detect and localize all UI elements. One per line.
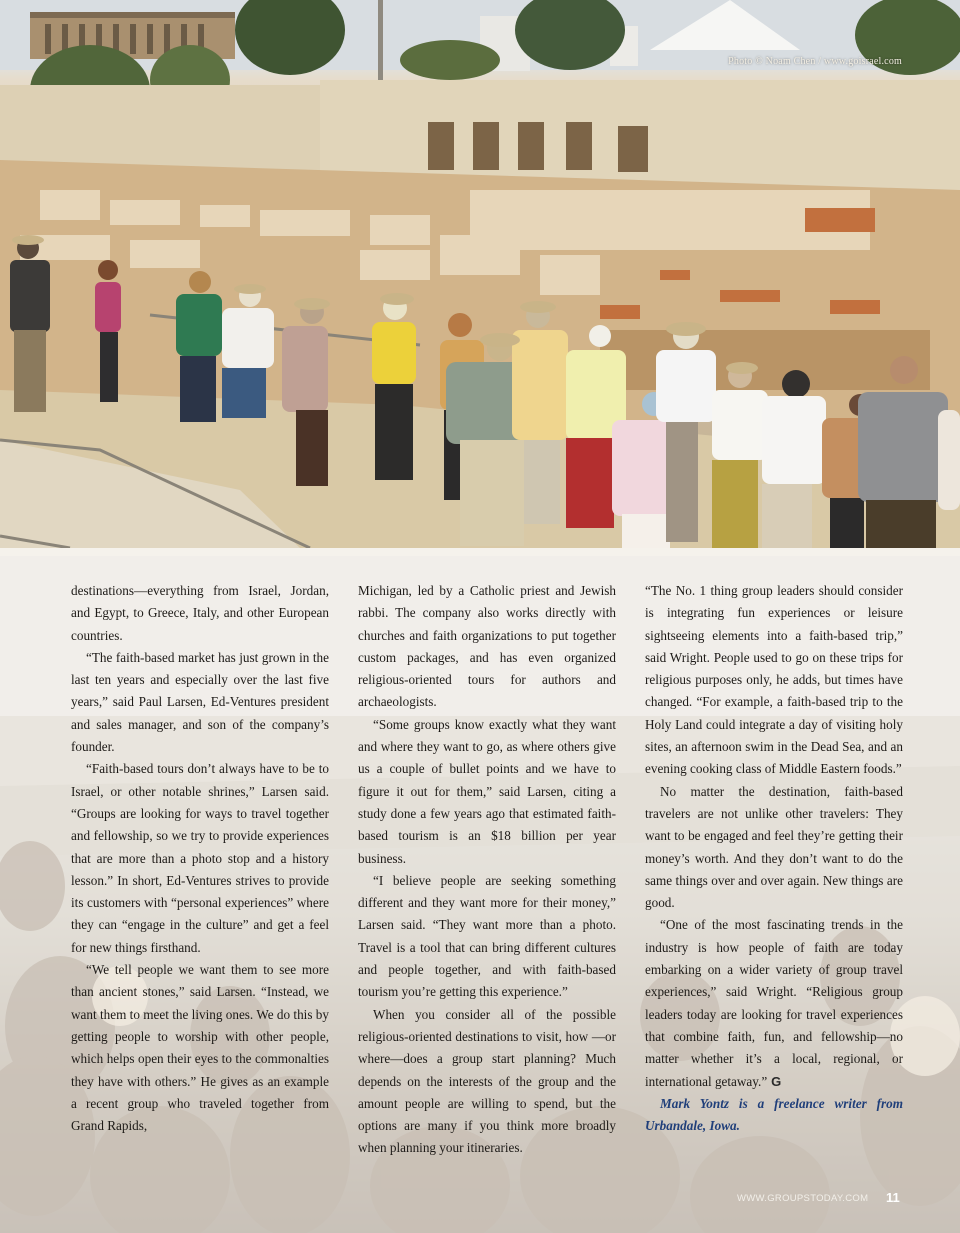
- paragraph: When you consider all of the possible religious-oriented destinations to visit, how —or where—does a group start planning? Much depends on the interests of the group and the amount people are willing to spend, but the options are many if you think more broadly when planning your itineraries.: [358, 1006, 616, 1156]
- paragraph-final: [645, 914, 903, 1092]
- photo-divider: [0, 548, 960, 556]
- paragraph: destinations—everything from Israel, Jordan, and Egypt, to Greece, Italy, and other European countries.: [71, 583, 329, 643]
- page-number: 11: [886, 1190, 900, 1205]
- article-column-3: [645, 580, 903, 1137]
- paragraph: “The faith-based market has just grown in the last ten years and especially over the last five years,” said Paul Larsen, Ed-Ventures president and sales manager, and son of the company’s founder.: [71, 649, 329, 755]
- article-column-1: [71, 580, 329, 1137]
- paragraph: “I believe people are seeking something different and they want more for their money,” Larsen said. “They want more than a photo. Travel is a tool that can bring different cultures and people together, and with faith-based tourism you’re getting this experience.”: [358, 872, 616, 1000]
- paragraph: “The No. 1 thing group leaders should consider is integrating fun experiences or leisure sightseeing elements into a faith-based trip,” said Wright. People used to go on these trips for religious purposes only, he adds, but times have changed. “For example, a faith-based trip to the Holy Land could integrate a day of visiting holy sites, an afternoon swim in the Dead Sea, and an evening cooking class of Middle Eastern foods.”: [645, 583, 903, 777]
- paragraph: “We tell people we want them to see more than ancient stones,” said Larsen. “Instead, we want them to meet the living ones. We do this by getting people to worship with other people, which helps open their eyes to the commonalties they have with others.” He gives as an example a recent group who traveled together from Grand Rapids,: [71, 962, 329, 1134]
- paragraph: Michigan, led by a Catholic priest and Jewish rabbi. The company also works directly with churches and faith organizations to put together custom packages, and has even organized religious-oriented tours for authors and archaeologists.: [358, 583, 616, 710]
- article-column-2: [358, 580, 616, 1160]
- photo-illustration: [0, 0, 960, 548]
- header-photo: [0, 0, 960, 548]
- photo-credit: Photo © Noam Chen / www.goisrael.com: [728, 56, 902, 67]
- footer-url: WWW.GROUPSTODAY.COM: [737, 1193, 869, 1204]
- paragraph: No matter the destination, faith-based travelers are not unlike other travelers: They want to be engaged and feel they’re getting their money’s worth. And they don’t want to do the same things over and over again. New things are good.: [645, 783, 903, 911]
- author-byline: Mark Yontz is a freelance writer from Urbandale, Iowa.: [645, 1095, 903, 1134]
- paragraph: “Faith-based tours don’t always have to be to Israel, or other notable shrines,” Larsen said. “Groups are looking for ways to travel together and fellowship, so we try to provide experiences that are more than a photo stop and a history lesson.” In short, Ed-Ventures strives to provide its customers with “personal experiences” where they can “engage in the culture” and get a feel for new things firsthand.: [71, 761, 329, 955]
- paragraph: “Some groups know exactly what they want and where they want to go, as where others give us a couple of bullet points and we have to figure it out for them,” said Larsen, citing a study done a few years ago that estimated faith-based tourism is an $18 billion per year business.: [358, 716, 616, 866]
- paragraph-final-text: “One of the most fascinating trends in the industry is how people of faith are today embarking on a wider variety of group travel experiences,” said Wright. “Religious group leaders today are looking for travel experiences that combine faith, fun, and fellowship—no matter whether it’s a local, regional, or international getaway.”: [645, 917, 903, 1089]
- end-mark-icon: G: [771, 1073, 782, 1089]
